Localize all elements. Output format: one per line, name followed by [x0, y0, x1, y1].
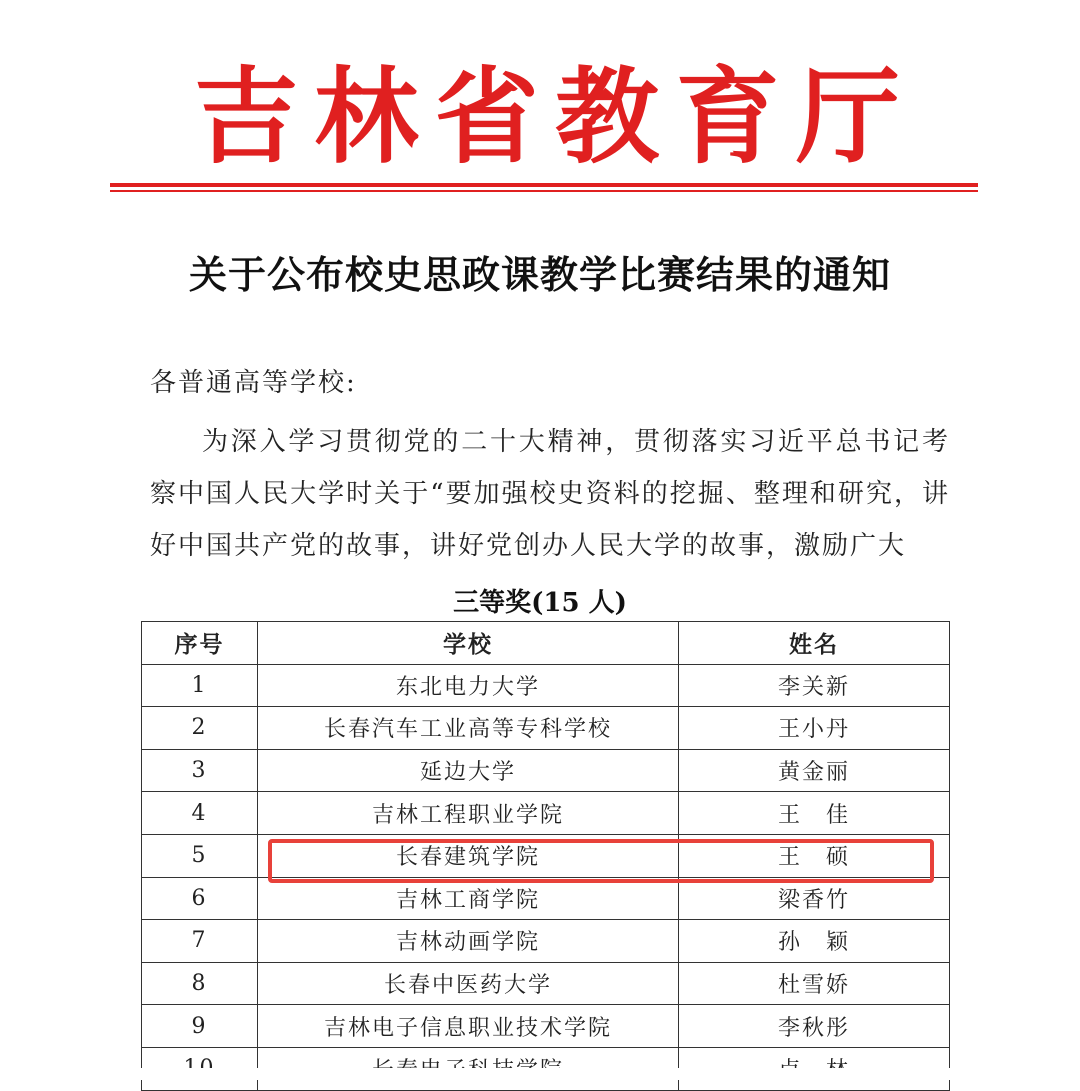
row-school: 吉林工商学院	[258, 877, 679, 920]
page-crop-edge	[0, 1068, 1080, 1080]
table-row	[142, 877, 950, 920]
award-table	[141, 621, 950, 1091]
row-index: 2	[142, 707, 258, 750]
header-rule-thin	[110, 190, 978, 192]
table-row	[142, 1005, 950, 1048]
row-name: 王小丹	[679, 707, 950, 750]
table-row	[142, 920, 950, 963]
salutation: 各普通高等学校:	[150, 368, 357, 398]
row-index: 1	[142, 664, 258, 707]
table-row-highlighted	[142, 834, 950, 877]
row-school: 吉林工程职业学院	[258, 792, 679, 835]
row-name: 黄金丽	[679, 749, 950, 792]
table-row	[142, 707, 950, 750]
masthead-char: 厅	[795, 56, 900, 178]
body-paragraph: 为深入学习贯彻党的二十大精神，贯彻落实习近平总书记考察中国人民大学时关于“要加强校史资料的挖掘、整理和研究，讲好中国共产党的故事，讲好党创办人民大学的故事，激励广大	[150, 427, 950, 561]
row-name: 梁香竹	[679, 877, 950, 920]
row-index: 6	[142, 877, 258, 920]
row-name: 孙 颖	[679, 920, 950, 963]
masthead-char: 省	[434, 56, 539, 178]
row-name: 李关新	[679, 664, 950, 707]
row-name: 王 佳	[679, 792, 950, 835]
row-school: 长春中医药大学	[258, 962, 679, 1005]
row-school: 长春汽车工业高等专科学校	[258, 707, 679, 750]
row-index: 8	[142, 962, 258, 1005]
award-caption: 三等奖(15 人)	[453, 588, 627, 618]
row-name: 王 硕	[679, 834, 950, 877]
row-school: 长春建筑学院	[258, 834, 679, 877]
row-index: 3	[142, 749, 258, 792]
row-school: 东北电力大学	[258, 664, 679, 707]
table-row	[142, 792, 950, 835]
row-school: 吉林电子信息职业技术学院	[258, 1005, 679, 1048]
header-name: 姓名	[679, 622, 950, 665]
row-school: 吉林动画学院	[258, 920, 679, 963]
table-row	[142, 664, 950, 707]
masthead-char: 林	[314, 56, 419, 178]
masthead-char: 育	[675, 56, 780, 178]
document-title: 关于公布校史思政课教学比赛结果的通知	[188, 252, 891, 297]
masthead	[110, 52, 978, 182]
row-index: 5	[142, 834, 258, 877]
row-name: 杜雪娇	[679, 962, 950, 1005]
header-rule-thick	[110, 183, 978, 187]
table-header-row	[142, 622, 950, 665]
masthead-char: 吉	[194, 56, 299, 178]
row-index: 4	[142, 792, 258, 835]
header-school: 学校	[258, 622, 679, 665]
row-name: 李秋彤	[679, 1005, 950, 1048]
row-index: 9	[142, 1005, 258, 1048]
table-row	[142, 962, 950, 1005]
table-row	[142, 749, 950, 792]
masthead-char: 教	[555, 56, 660, 178]
row-index: 7	[142, 920, 258, 963]
row-school: 延边大学	[258, 749, 679, 792]
header-index: 序号	[142, 622, 258, 665]
